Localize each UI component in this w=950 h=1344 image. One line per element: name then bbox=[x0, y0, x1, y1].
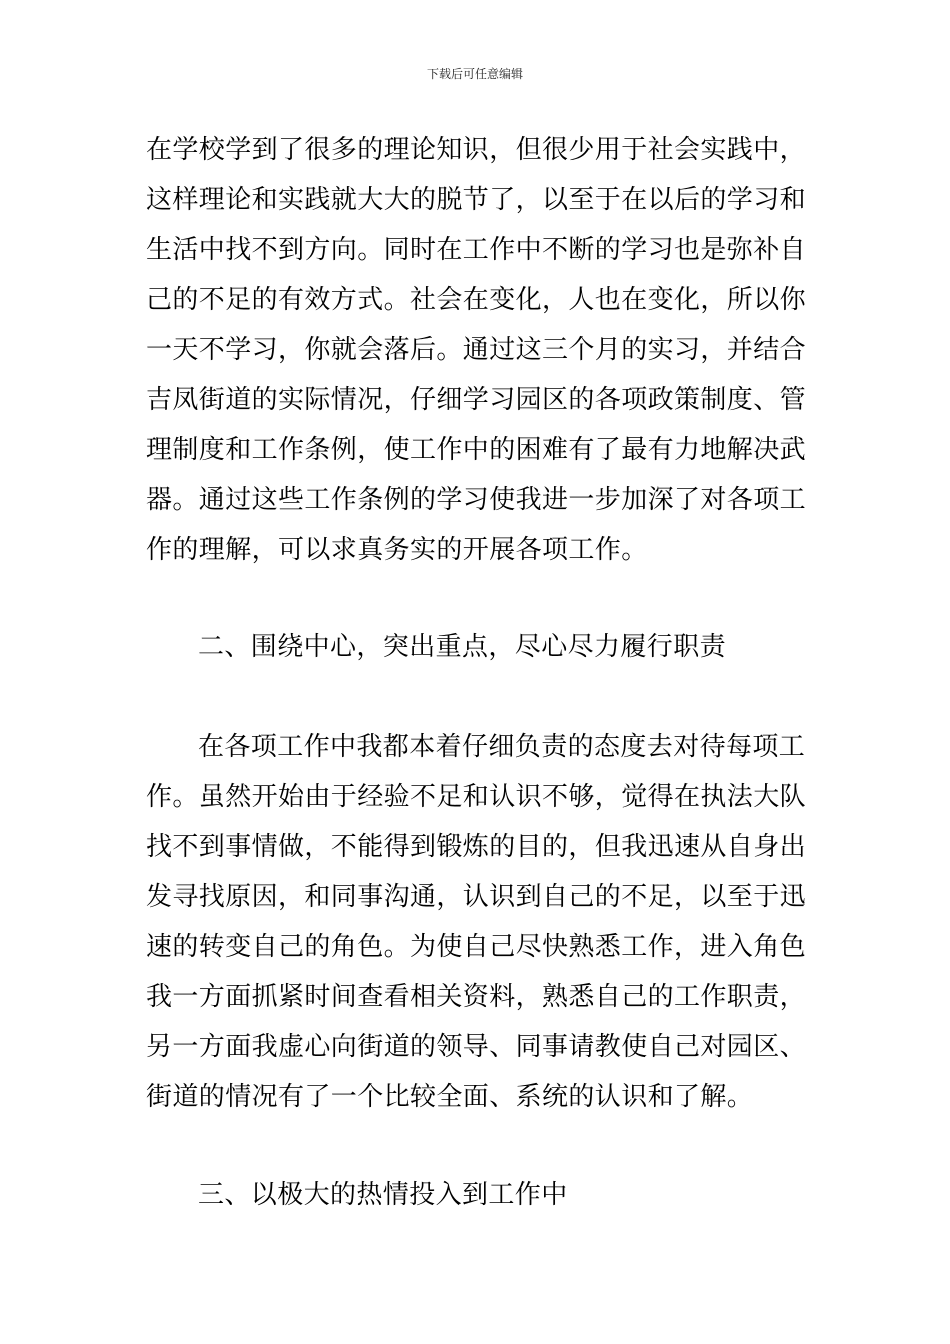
paragraph-line: 街道的情况有了一个比较全面、系统的认识和了解。 bbox=[146, 1082, 754, 1112]
paragraph-line: 生活中找不到方向。同时在工作中不断的学习也是弥补自 bbox=[146, 235, 807, 265]
paragraph-line: 这样理论和实践就大大的脱节了，以至于在以后的学习和 bbox=[146, 185, 807, 215]
paragraph-line: 作。虽然开始由于经验不足和认识不够，觉得在执法大队 bbox=[146, 782, 807, 812]
paragraph-line: 在各项工作中我都本着仔细负责的态度去对待每项工 bbox=[198, 732, 806, 762]
section-heading: 三、以极大的热情投入到工作中 bbox=[198, 1180, 568, 1210]
section-heading: 二、围绕中心，突出重点，尽心尽力履行职责 bbox=[198, 632, 727, 662]
paragraph-line: 一天不学习，你就会落后。通过这三个月的实习，并结合 bbox=[146, 335, 807, 365]
paragraph-line: 速的转变自己的角色。为使自己尽快熟悉工作，进入角色 bbox=[146, 932, 807, 962]
paragraph-line: 作的理解，可以求真务实的开展各项工作。 bbox=[146, 535, 648, 565]
paragraph-line: 吉凤街道的实际情况，仔细学习园区的各项政策制度、管 bbox=[146, 385, 807, 415]
paragraph-line: 己的不足的有效方式。社会在变化，人也在变化，所以你 bbox=[146, 285, 807, 315]
paragraph-line: 发寻找原因，和同事沟通，认识到自己的不足，以至于迅 bbox=[146, 882, 807, 912]
page-header: 下载后可任意编辑 bbox=[426, 67, 523, 81]
paragraph-line: 另一方面我虚心向街道的领导、同事请教使自己对园区、 bbox=[146, 1032, 807, 1062]
paragraph-line: 我一方面抓紧时间查看相关资料，熟悉自己的工作职责， bbox=[146, 982, 807, 1012]
paragraph-line: 在学校学到了很多的理论知识，但很少用于社会实践中， bbox=[146, 135, 807, 165]
paragraph-line: 器。通过这些工作条例的学习使我进一步加深了对各项工 bbox=[146, 485, 807, 515]
paragraph-line: 找不到事情做，不能得到锻炼的目的，但我迅速从自身出 bbox=[146, 832, 807, 862]
paragraph-line: 理制度和工作条例，使工作中的困难有了最有力地解决武 bbox=[146, 435, 807, 465]
